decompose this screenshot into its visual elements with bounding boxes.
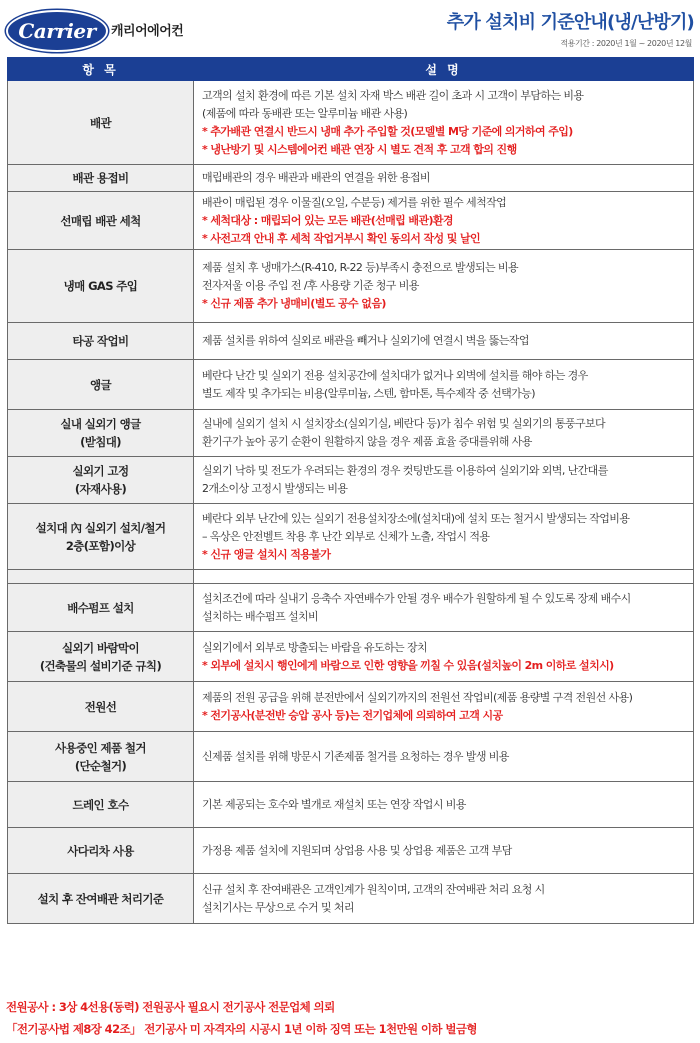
item-label: 사용중인 제품 철거 <box>55 740 146 755</box>
table-row <box>8 165 694 192</box>
item-label: 드레인 호수 <box>72 797 129 812</box>
description-text: 가정용 제품 설치에 지원되며 상업용 사용 및 상업용 제품은 고객 부담 <box>202 843 512 857</box>
table-row <box>8 323 694 360</box>
description-note: * 신규 제품 추가 냉매비(별도 공수 없음) <box>202 297 386 310</box>
description-text: 제품의 전원 공급을 위해 분전반에서 실외기까지의 전원선 작업비(제품 용량별 구격 전원선 사용) <box>202 690 633 704</box>
description-text: 전자저울 이용 주입 전 /후 사용량 기준 청구 비용 <box>202 279 419 292</box>
item-label: 냉매 GAS 주입 <box>63 279 138 293</box>
footer-note-power: 전원공사 : 3상 4선용(동력) 전원공사 필요시 전기공사 전문업체 의뢰 <box>6 1000 335 1014</box>
item-label: (단순철거) <box>74 758 127 773</box>
description-cell <box>194 323 694 360</box>
table-row <box>8 732 694 782</box>
description-text: 환기구가 높아 공기 순환이 원활하지 않을 경우 제품 효율 증대를위해 사용 <box>202 435 532 448</box>
table-row <box>8 682 694 732</box>
item-label: (자재사용) <box>74 482 127 496</box>
description-note: * 사전고객 안내 후 세척 작업거부시 확인 동의서 작성 및 날인 <box>202 231 481 245</box>
column-header-description: 설 명 <box>194 58 694 81</box>
description-text: 고객의 설치 환경에 따른 기본 설치 자재 박스 배관 길이 초과 시 고객이 부담하는 비용 <box>202 88 584 102</box>
description-cell <box>194 81 694 165</box>
table-row <box>8 410 694 457</box>
item-cell <box>8 250 194 323</box>
item-cell <box>8 682 194 732</box>
table-row <box>8 192 694 250</box>
description-note: * 신규 앵글 설치시 적용불가 <box>202 547 331 561</box>
table-header-row <box>8 58 694 81</box>
description-text: 실외기에서 외부로 방출되는 바람을 유도하는 장치 <box>202 640 428 654</box>
description-note: * 냉난방기 및 시스템에어컨 배관 연장 시 별도 견적 후 고객 합의 진행 <box>202 142 517 156</box>
item-label: 배관 용접비 <box>72 171 129 185</box>
footer-note-law: 「전기공사법 제8장 42조」 전기공사 미 자격자의 시공시 1년 이하 징역 또는 1천만원 이하 벌금형 <box>6 1022 477 1036</box>
description-text: 기본 제공되는 호수와 별개로 재설치 또는 연장 작업시 비용 <box>202 797 466 811</box>
item-cell <box>8 874 194 924</box>
description-text: 설치조건에 따라 실내기 응축수 자연배수가 안될 경우 배수가 원할하게 될 수 있도록 장제 배수시 <box>202 591 631 605</box>
description-text: 제품 설치를 위하여 실외로 배관을 빼거나 실외기에 연결시 벽을 뚫는작업 <box>202 334 529 347</box>
description-cell <box>194 410 694 457</box>
table-row <box>8 782 694 828</box>
item-cell <box>8 192 194 250</box>
description-cell <box>194 457 694 504</box>
description-text: 신제품 설치를 위해 방문시 기존제품 철거를 요청하는 경우 발생 비용 <box>202 749 509 763</box>
item-cell <box>8 632 194 682</box>
item-label: 타공 작업비 <box>72 334 129 348</box>
item-label: 설치 후 잔여배관 처리기준 <box>37 891 164 906</box>
description-cell <box>194 632 694 682</box>
description-note: * 세척대상 : 매립되어 있는 모든 배관(선매립 배관)환경 <box>202 213 453 227</box>
description-text: 신규 설치 후 잔여배관은 고객인계가 원칙이며, 고객의 잔여배관 처리 요청 시 <box>202 882 545 896</box>
description-cell <box>194 360 694 410</box>
logo-text: Carrier <box>18 19 96 43</box>
item-cell <box>8 570 194 584</box>
description-text: 베란다 외부 난간에 있는 실외기 전용설치장소에(설치대)에 설치 또는 철거시 발생되는 작업비용 <box>202 511 630 525</box>
item-cell <box>8 584 194 632</box>
description-note: * 추가배관 연결시 반드시 냉매 추가 주입할 것(모델별 M당 기준에 의거하여 주입) <box>202 124 573 138</box>
table-row <box>8 81 694 165</box>
description-cell <box>194 732 694 782</box>
item-cell <box>8 410 194 457</box>
table-row <box>8 250 694 323</box>
table-row <box>8 828 694 874</box>
item-label: 설치대 內 실외기 설치/철거 <box>35 520 166 535</box>
item-cell <box>8 165 194 192</box>
description-cell <box>194 165 694 192</box>
table-row <box>8 874 694 924</box>
fee-table <box>7 57 694 924</box>
description-text: 설치하는 배수펌프 설치비 <box>202 609 319 623</box>
description-cell <box>194 570 694 584</box>
item-label: 선매립 배관 세척 <box>60 213 141 228</box>
description-text: 2개소이상 고정시 발생되는 비용 <box>202 482 348 495</box>
description-cell <box>194 828 694 874</box>
description-cell <box>194 504 694 570</box>
table-row <box>8 504 694 570</box>
table-row <box>8 360 694 410</box>
table-row <box>8 570 694 584</box>
description-text: 실외기 낙하 및 전도가 우려되는 환경의 경우 컷팅반도를 이용하여 실외기와 외벽, 난간대를 <box>202 464 608 477</box>
brand-name: 캐리어에어컨 <box>111 24 184 39</box>
item-label: 2층(포함)이상 <box>65 538 136 553</box>
item-cell <box>8 81 194 165</box>
item-label: 배수펌프 설치 <box>67 600 134 615</box>
description-text: (제품에 따라 동배관 또는 알루미늄 배관 사용) <box>202 106 408 120</box>
description-text: 배관이 매립된 경우 이물질(오일, 수분등) 제거를 위한 필수 세척작업 <box>202 195 507 209</box>
page-header <box>0 0 700 55</box>
description-cell <box>194 782 694 828</box>
description-cell <box>194 584 694 632</box>
description-text: 별도 제작 및 추가되는 비용(알루미늄, 스텐, 함마톤, 특수제작 중 선택가능) <box>202 386 535 400</box>
item-label: 배관 <box>89 115 112 130</box>
description-text: 매립배관의 경우 배관과 배관의 연결을 위한 용접비 <box>202 171 430 184</box>
item-cell <box>8 457 194 504</box>
description-cell <box>194 250 694 323</box>
column-header-item: 항 목 <box>8 58 194 81</box>
item-cell <box>8 732 194 782</box>
description-text: 제품 설치 후 냉매가스(R-410, R-22 등)부족시 충전으로 발생되는 비용 <box>202 261 518 274</box>
item-cell <box>8 504 194 570</box>
table-row <box>8 632 694 682</box>
carrier-logo <box>6 10 108 52</box>
description-note: * 외부에 설치시 행인에게 바람으로 인한 영향을 끼칠 수 있음(설치높이 2m 이하로 설치시) <box>202 658 614 672</box>
item-cell <box>8 323 194 360</box>
description-cell <box>194 682 694 732</box>
description-note: * 전기공사(분전반 승압 공사 등)는 전기업체에 의뢰하여 고객 시공 <box>202 708 503 722</box>
item-label: 실내 실외기 앵글 <box>60 417 141 431</box>
page-title: 추가 설치비 기준안내(냉/난방기) <box>446 12 694 33</box>
description-text: 설치기사는 무상으로 수거 및 처리 <box>202 900 354 914</box>
item-label: 실외기 바람막이 <box>62 640 139 655</box>
item-label: 사다리차 사용 <box>67 843 134 858</box>
item-label: 실외기 고정 <box>72 464 129 478</box>
description-text: – 옥상은 안전벨트 착용 후 난간 외부로 신체가 노출, 작업시 적용 <box>202 529 490 543</box>
item-cell <box>8 828 194 874</box>
item-label: (받침대) <box>80 435 121 449</box>
description-cell <box>194 192 694 250</box>
footer-notes <box>6 996 477 1040</box>
item-cell <box>8 360 194 410</box>
table-row <box>8 457 694 504</box>
item-cell <box>8 782 194 828</box>
item-label: 앵글 <box>89 377 112 392</box>
item-label: (건축물의 설비기준 규칙) <box>39 658 162 673</box>
table-row <box>8 584 694 632</box>
table-body <box>8 81 694 924</box>
description-cell <box>194 874 694 924</box>
application-period: 적용기간 : 2020년 1월 ~ 2020년 12월 <box>560 39 692 48</box>
item-label: 전원선 <box>84 699 117 714</box>
description-text: 베란다 난간 및 실외기 전용 설치공간에 설치대가 없거나 외벽에 설치를 해야 하는 경우 <box>202 368 588 382</box>
description-text: 실내에 실외기 설치 시 설치장소(실외기실, 베란다 등)가 침수 위험 및 실외기의 통풍구보다 <box>202 417 606 430</box>
